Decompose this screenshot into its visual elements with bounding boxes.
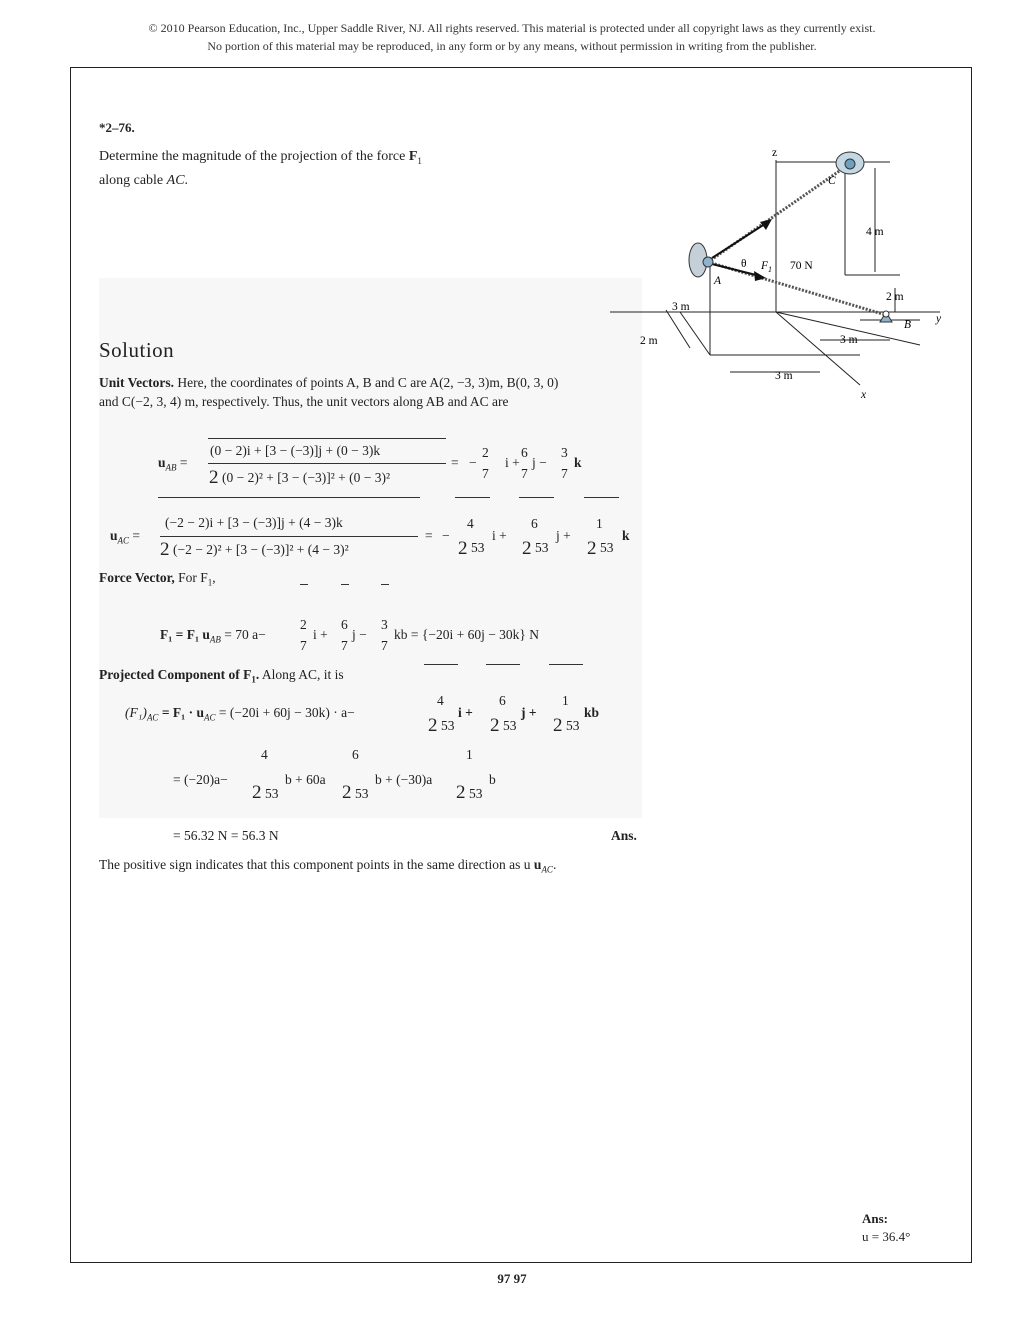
label-x: x [861, 389, 867, 401]
copyright-line-1: © 2010 Pearson Education, Inc., Upper Saddle River, NJ. All rights reserved. This material is protected under all copyright laws as they currently exist. [148, 21, 876, 35]
answer-value: u = 36.4° [862, 1229, 911, 1244]
label-y: y [936, 313, 942, 325]
f1-equation: F₁ = F₁ $u_{AB} = 70$ a− [160, 627, 266, 645]
force-vector-heading: Force Vector, For $F_1$, [99, 570, 216, 588]
uab-label: $u_{AB}$ = [158, 455, 188, 473]
f1-result: kb = {−20i + 60j − 30k} N [394, 627, 540, 642]
solution-heading: Solution [99, 338, 175, 362]
projection-equation: $(F_1)_{AC} = F_1 \cdot u_{AC} = (-20i + 60j - 30k) \cdot a-$ [125, 705, 355, 723]
label-f1: $F_1$ [761, 260, 773, 274]
label-2m-b: 2 m [886, 291, 904, 303]
page-number: 97 97 [497, 1271, 527, 1286]
uac-denominator: (−2 − 2)² + [3 − (−3)]² + (4 − 3)² [173, 542, 349, 557]
uab-denominator: (0 − 2)² + [3 − (−3)]² + (0 − 3)² [222, 470, 391, 485]
label-a: A [714, 275, 722, 287]
label-theta: θ [741, 258, 747, 270]
label-3m-b: 3 m [840, 334, 858, 346]
label-z: z [772, 147, 778, 159]
label-70n: 70 N [790, 260, 813, 272]
problem-number: *2–76. [99, 120, 135, 135]
final-result: = 56.32 N = 56.3 N [173, 828, 279, 843]
force-diagram [600, 140, 960, 410]
answer-label: Ans: [862, 1211, 889, 1226]
ans-label: Ans. [611, 828, 637, 843]
unit-vectors-paragraph: Unit Vectors. Here, the coordinates of points A, B and C are A(2, −3, 3)m, B(0, 3, 0) and C(−2, 3, 4) m, respectively. Thus, the unit vectors along AB and AC are [99, 375, 559, 409]
label-3m-c: 3 m [775, 370, 793, 382]
closing-sentence: The positive sign indicates that this component points in the same direction as u $u_{AC}$. [99, 857, 557, 875]
uac-numerator: (−2 − 2)i + [3 − (−3)]j + (4 − 3)k [165, 515, 343, 530]
problem-statement: Determine the magnitude of the projection of the force $F_1$ along cable AC. [99, 149, 422, 188]
label-b: B [904, 319, 912, 331]
label-3m-a: 3 m [672, 301, 690, 313]
label-c: C [828, 175, 836, 187]
projected-component-heading: Projected Component of $F_1$. Along AC, it is [99, 667, 344, 685]
copyright-line-2: No portion of this material may be reproduced, in any form or by any means, without permission in writing from the publisher. [207, 39, 817, 53]
label-2m-a: 2 m [640, 335, 658, 347]
uac-label: $u_{AC}$ = [110, 528, 141, 546]
step2-equation: = (−20)a− [173, 772, 228, 787]
label-4m: 4 m [866, 226, 884, 238]
uab-numerator: (0 − 2)i + [3 − (−3)]j + (0 − 3)k [210, 443, 381, 458]
